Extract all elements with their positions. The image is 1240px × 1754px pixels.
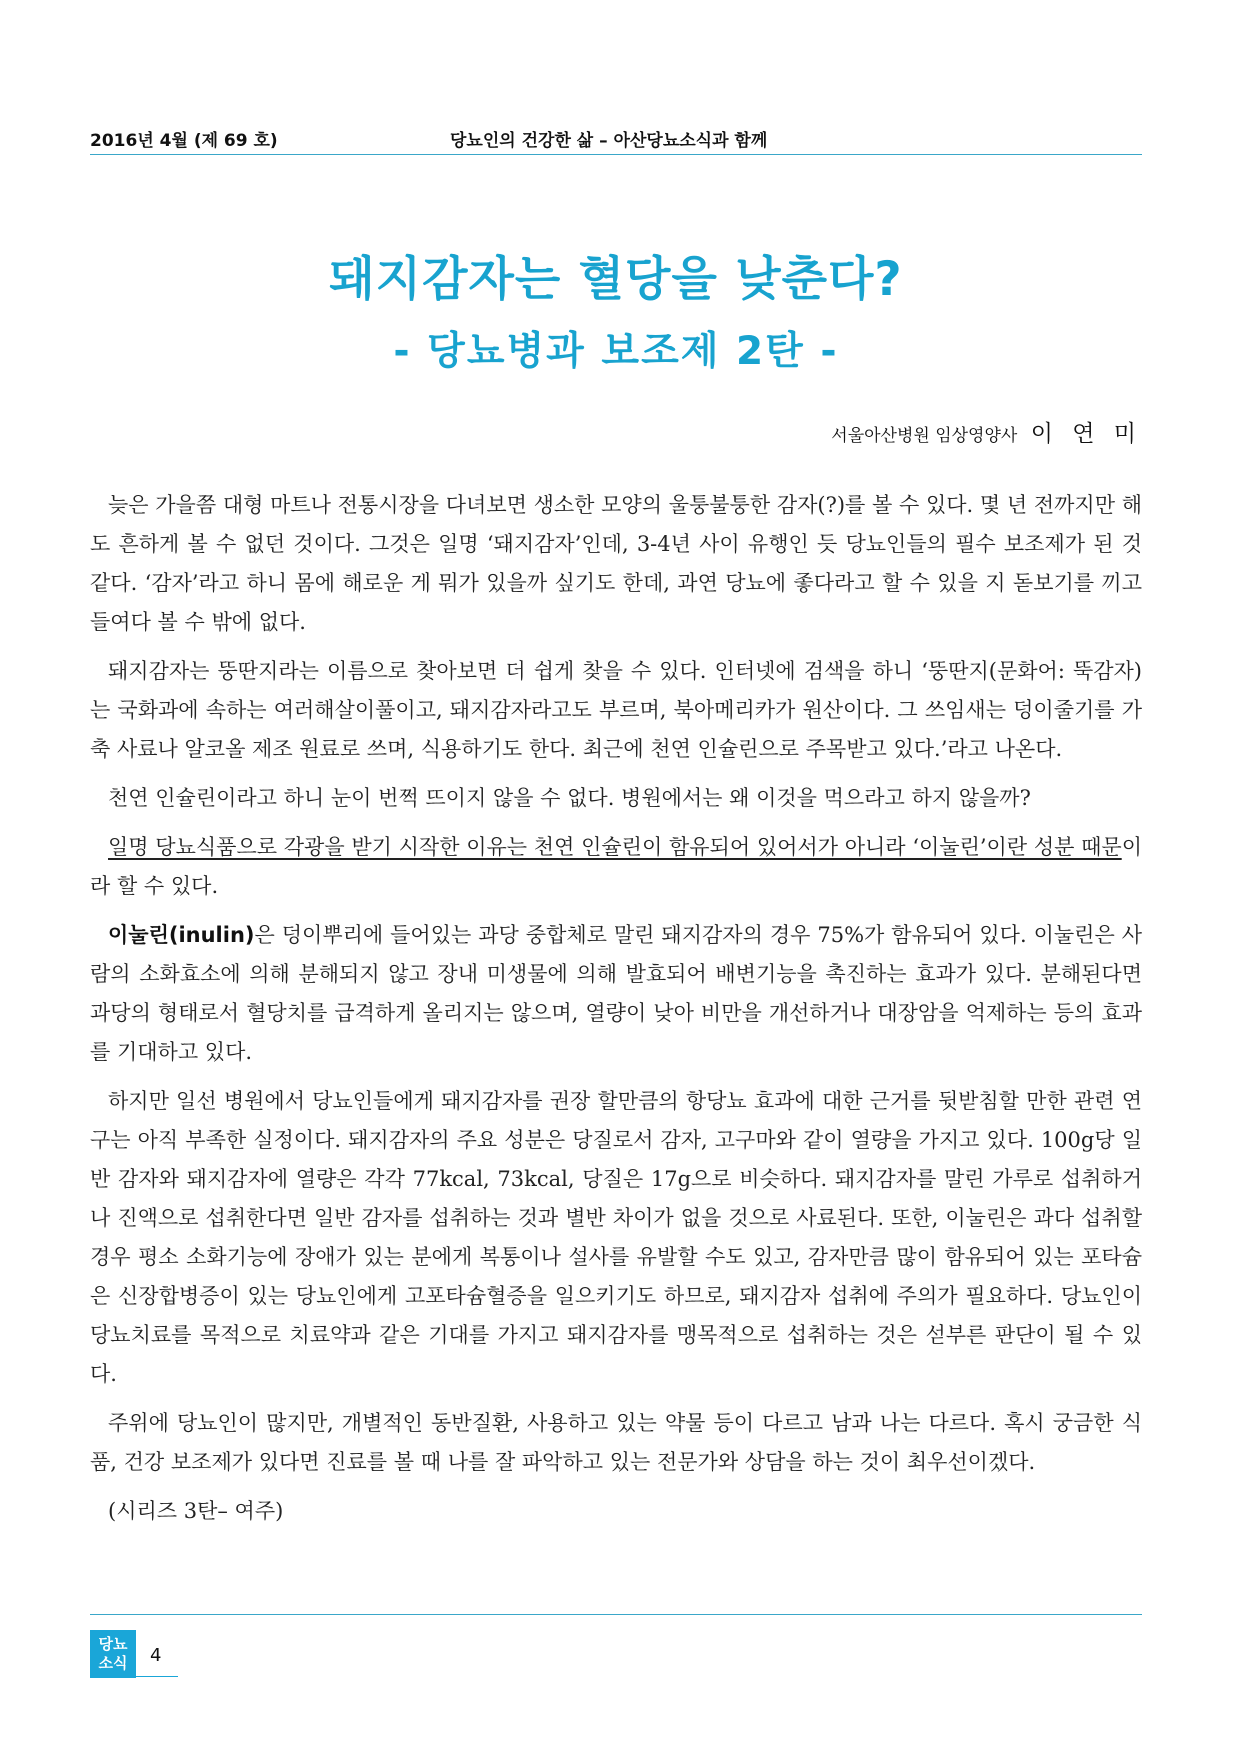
paragraph-5 (90, 916, 1142, 1072)
page-header (90, 124, 1142, 155)
series-note: (시리즈 3탄– 여주) (108, 1499, 284, 1523)
author-name: 이 연 미 (1030, 421, 1142, 447)
newsletter-badge (90, 1630, 136, 1678)
publication-title: 당뇨인의 건강한 삶 – 아산당뇨소식과 함께 (450, 131, 768, 151)
inulin-text: 은 덩이뿌리에 들어있는 과당 중합체로 말린 돼지감자의 경우 75%가 함유되어 있다. 이눌린은 사람의 소화효소에 의해 분해되지 않고 장내 미생물에 의해 발효되어 배변기능을 촉진하는 효과가 있다. 분해된다면 과당의 형태로서 혈당치를 급격하게 올리지는 않으며, 열량이 낮아 비만을 개선하거나 대장암을 억제하는 등의 효과를 기대하고 있다. (90, 923, 1142, 1064)
badge-line-1: 당뇨 (98, 1635, 128, 1653)
paragraph-1: 늦은 가을쯤 대형 마트나 전통시장을 다녀보면 생소한 모양의 울퉁불퉁한 감자(?)를 볼 수 있다. 몇 년 전까지만 해도 흔하게 볼 수 없던 것이다. 그것은 일명 ‘돼지감자’인데, 3-4년 사이 유행인 듯 당뇨인들의 필수 보조제가 된 것 같다. ‘감자’라고 하니 몸에 해로운 게 뭐가 있을까 싶기도 한데, 과연 당뇨에 좋다라고 할 수 있을 지 돋보기를 끼고 들여다 볼 수 밖에 없다. (90, 493, 1142, 634)
article-body (90, 486, 1142, 1541)
author-line (831, 415, 1142, 448)
paragraph-7: 주위에 당뇨인이 많지만, 개별적인 동반질환, 사용하고 있는 약물 등이 다르고 남과 나는 다르다. 혹시 궁금한 식품, 건강 보조제가 있다면 진료를 볼 때 나를 잘 파악하고 있는 전문가와 상담을 하는 것이 최우선이겠다. (90, 1411, 1142, 1474)
page-number: 4 (150, 1645, 162, 1666)
paragraph-6: 하지만 일선 병원에서 당뇨인들에게 돼지감자를 권장 할만큼의 항당뇨 효과에 대한 근거를 뒷받침할 만한 관련 연구는 아직 부족한 실정이다. 돼지감자의 주요 성분은 당질로서 감자, 고구마와 같이 열량을 가지고 있다. 100g당 일반 감자와 돼지감자에 열량은 각각 77kcal, 73kcal, 당질은 17g으로 비슷하다. 돼지감자를 말린 가루로 섭취하거나 진액으로 섭취한다면 일반 감자를 섭취하는 것과 별반 차이가 없을 것으로 사료된다. 또한, 이눌린은 과다 섭취할 경우 평소 소화기능에 장애가 있는 분에게 복통이나 설사를 유발할 수도 있고, 감자만큼 많이 함유되어 있는 포타슘은 신장합병증이 있는 당뇨인에게 고포타슘혈증을 일으키기도 하므로, 돼지감자 섭취에 주의가 필요하다. 당뇨인이 당뇨치료를 목적으로 치료약과 같은 기대를 가지고 돼지감자를 맹목적으로 섭취하는 것은 섣부른 판단이 될 수 있다. (90, 1089, 1142, 1386)
footer-divider (90, 1614, 1142, 1615)
article-subtitle: - 당뇨병과 보조제 2탄 - (393, 329, 839, 374)
issue-date: 2016년 4월 (제 69 호) (90, 131, 278, 151)
underlined-statement: 일명 당뇨식품으로 각광을 받기 시작한 이유는 천연 인슐린이 함유되어 있어서가 아니라 ‘이눌린’이란 성분 때문 (108, 835, 1122, 859)
article-title: 돼지감자는 혈당을 낮춘다? (329, 252, 903, 307)
inulin-lead: 이눌린(inulin) (108, 923, 255, 947)
badge-line-2: 소식 (98, 1654, 128, 1672)
author-affiliation: 서울아산병원 임상영양사 (831, 426, 1018, 446)
paragraph-2: 돼지감자는 뚱딴지라는 이름으로 찾아보면 더 쉽게 찾을 수 있다. 인터넷에 검색을 하니 ‘뚱딴지(문화어: 뚝감자)는 국화과에 속하는 여러해살이풀이고, 돼지감자라고도 부르며, 북아메리카가 원산이다. 그 쓰임새는 덩이줄기를 가축 사료나 알코올 제조 원료로 쓰며, 식용하기도 한다. 최근에 천연 인슐린으로 주목받고 있다.’라고 나온다. (90, 659, 1142, 761)
paragraph-4 (90, 828, 1142, 906)
paragraph-3: 천연 인슐린이라고 하니 눈이 번쩍 뜨이지 않을 수 없다. 병원에서는 왜 이것을 먹으라고 하지 않을까? (108, 786, 1031, 810)
page-number-underline (136, 1676, 178, 1677)
underlined-tail: 이라 할 수 있다. (90, 835, 1142, 898)
